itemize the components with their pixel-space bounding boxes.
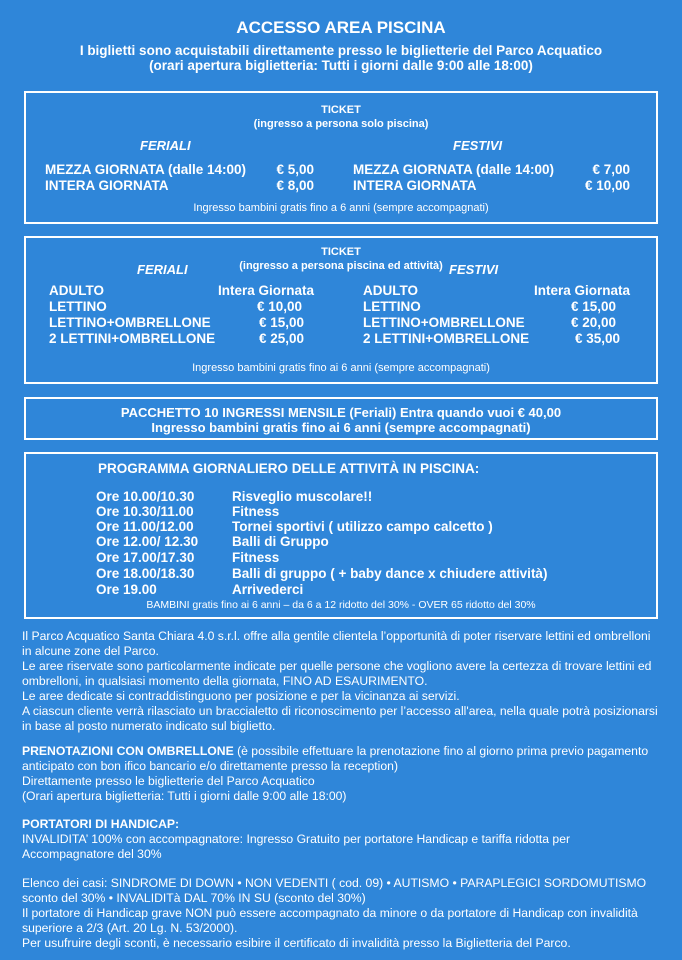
program-time: Ore 18.00/18.30 [96,566,195,581]
price-label: INTERA GIORNATA [353,178,477,193]
price-value: € 15,00 [570,299,616,314]
price-value: € 10,00 [584,178,630,193]
price-value: € 20,00 [570,315,616,330]
price-label: MEZZA GIORNATA (dalle 14:00) [353,162,555,177]
program-activity: Balli di gruppo ( + baby dance x chiudere attività) [232,566,548,581]
festivi-heading: FESTIVI [449,262,499,277]
price-label: 2 LETTINI+OMBRELLONE [49,331,216,346]
daily-program-box [24,452,658,619]
program-activity: Fitness [232,550,280,565]
price-label: LETTINO+OMBRELLONE [49,315,211,330]
program-activity: Balli di Gruppo [232,534,329,549]
info-paragraph: Le aree riservate sono particolarmente indicate per quelle persone che vogliono avere la certezza di trovare lettini ed ombrelloni, in qualsiasi momento della giornata, FINO AD ESAURIMENTO. [22,659,652,688]
program-time: Ore 10.30/11.00 [96,504,194,519]
program-activity: Risveglio muscolare!! [232,489,373,504]
program-time: Ore 12.00/ 12.30 [96,534,199,549]
price-value: € 35,00 [574,331,620,346]
children-note: Ingresso bambini gratis fino a 6 anni (sempre accompagnati) [193,202,489,214]
ticket-subtitle: (ingresso a persona piscina ed attività) [239,260,443,272]
ticket-subtitle: (ingresso a persona solo piscina) [253,118,429,130]
program-activity: Tornei sportivi ( utilizzo campo calcetto ) [232,519,493,534]
monthly-package-box [24,397,658,440]
price-label: 2 LETTINI+OMBRELLONE [363,331,530,346]
program-time: Ore 19.00 [96,582,157,597]
handicap-paragraph: Elenco dei casi: SINDROME DI DOWN • NON VEDENTI ( cod. 09) • AUTISMO • PARAPLEGICI SORDOMUTISMO sconto del 30% • INVALIDITà DAL 70% IN SU (sconto del 30%) [22,876,647,905]
info-paragraph: A ciascun cliente verrà rilasciato un braccialetto di riconoscimento per l’accesso all'area, nella quale potrà posizionarsi in base al posto numerato indicato sul biglietto. [22,704,658,733]
umbrella-booking-section [22,744,662,804]
price-label: MEZZA GIORNATA (dalle 14:00) [45,162,247,177]
feriali-heading: FERIALI [137,262,188,277]
handicap-paragraph: INVALIDITA’ 100% con accompagnatore: Ingresso Gratuito per portatore Handicap e tariffa ridotta per Accompagnatore del 30% [22,832,571,861]
handicap-paragraph: Per usufruire degli sconti, è necessario esibire il certificato di invalidità presso la Biglietteria del Parco. [22,936,571,950]
price-header-label: ADULTO [363,283,418,298]
program-activity: Fitness [232,504,280,519]
ticket-box-pool-only [24,91,658,224]
handicap-section [22,817,662,951]
price-value: € 5,00 [276,162,314,177]
price-label: LETTINO [49,299,107,314]
package-line-1: PACCHETTO 10 INGRESSI MENSILE (Feriali) Entra quando vuoi € 40,00 [120,405,562,420]
info-paragraph: Il Parco Acquatico Santa Chiara 4.0 s.r.l. offre alla gentile clientela l’opportunità di poter riservare lettini ed ombrelloni in alcune zone del Parco. [22,629,651,658]
page-title: ACCESSO AREA PISCINA [236,18,446,37]
price-value: € 10,00 [256,299,302,314]
header-line-2: (orari apertura biglietteria: Tutti i giorni dalle 9:00 alle 18:00) [149,58,533,73]
booking-line: (Orari apertura biglietteria: Tutti i giorni dalle 9:00 alle 18:00) [22,789,347,803]
info-paragraph: Le aree dedicate si contraddistinguono per posizione e per la vicinanza ai servizi. [22,689,460,703]
price-header-value: Intera Giornata [533,283,630,298]
price-value: € 15,00 [258,315,304,330]
price-value: € 7,00 [592,162,630,177]
program-activity: Arrivederci [232,582,304,597]
header-line-1: I biglietti sono acquistabili direttamente presso le biglietterie del Parco Acquatico [79,43,603,58]
ticket-title: TICKET [321,246,361,258]
program-time: Ore 10.00/10.30 [96,489,195,504]
price-header-value: Intera Giornata [217,283,314,298]
price-value: € 25,00 [258,331,304,346]
feriali-heading: FERIALI [140,138,191,153]
program-discount-note: BAMBINI gratis fino ai 6 anni – da 6 a 12 ridotto del 30% - OVER 65 ridotto del 30% [146,599,536,611]
reservation-info [22,629,662,734]
booking-line: Direttamente presso le biglietterie del Parco Acquatico [22,774,315,788]
price-label: LETTINO [363,299,421,314]
price-label: LETTINO+OMBRELLONE [363,315,525,330]
ticket-title: TICKET [321,104,361,116]
festivi-heading: FESTIVI [453,138,503,153]
handicap-paragraph: Il portatore di Handicap grave NON può essere accompagnato da minore o da portatore di Handicap con invalidità superiore a 2/3 (Art. 20 Lg. N. 53/2000). [22,906,638,935]
package-line-2: Ingresso bambini gratis fino ai 6 anni (sempre accompagnati) [151,420,531,435]
booking-heading: PRENOTAZIONI CON OMBRELLONE [22,744,234,758]
price-header-label: ADULTO [49,283,104,298]
ticket-box-pool-activities [24,236,658,384]
program-time: Ore 11.00/12.00 [96,519,194,534]
price-label: INTERA GIORNATA [45,178,169,193]
booking-text: (è possibile effettuare la prenotazione fino al giorno prima previo pagamento anticipato con bon ifico bancario e/o direttamente presso la reception) [22,744,649,773]
program-time: Ore 17.00/17.30 [96,550,195,565]
program-title: PROGRAMMA GIORNALIERO DELLE ATTIVITÀ IN PISCINA: [98,461,480,476]
price-value: € 8,00 [276,178,314,193]
children-note: Ingresso bambini gratis fino ai 6 anni (sempre accompagnati) [192,362,490,374]
handicap-heading: PORTATORI DI HANDICAP: [22,817,180,831]
